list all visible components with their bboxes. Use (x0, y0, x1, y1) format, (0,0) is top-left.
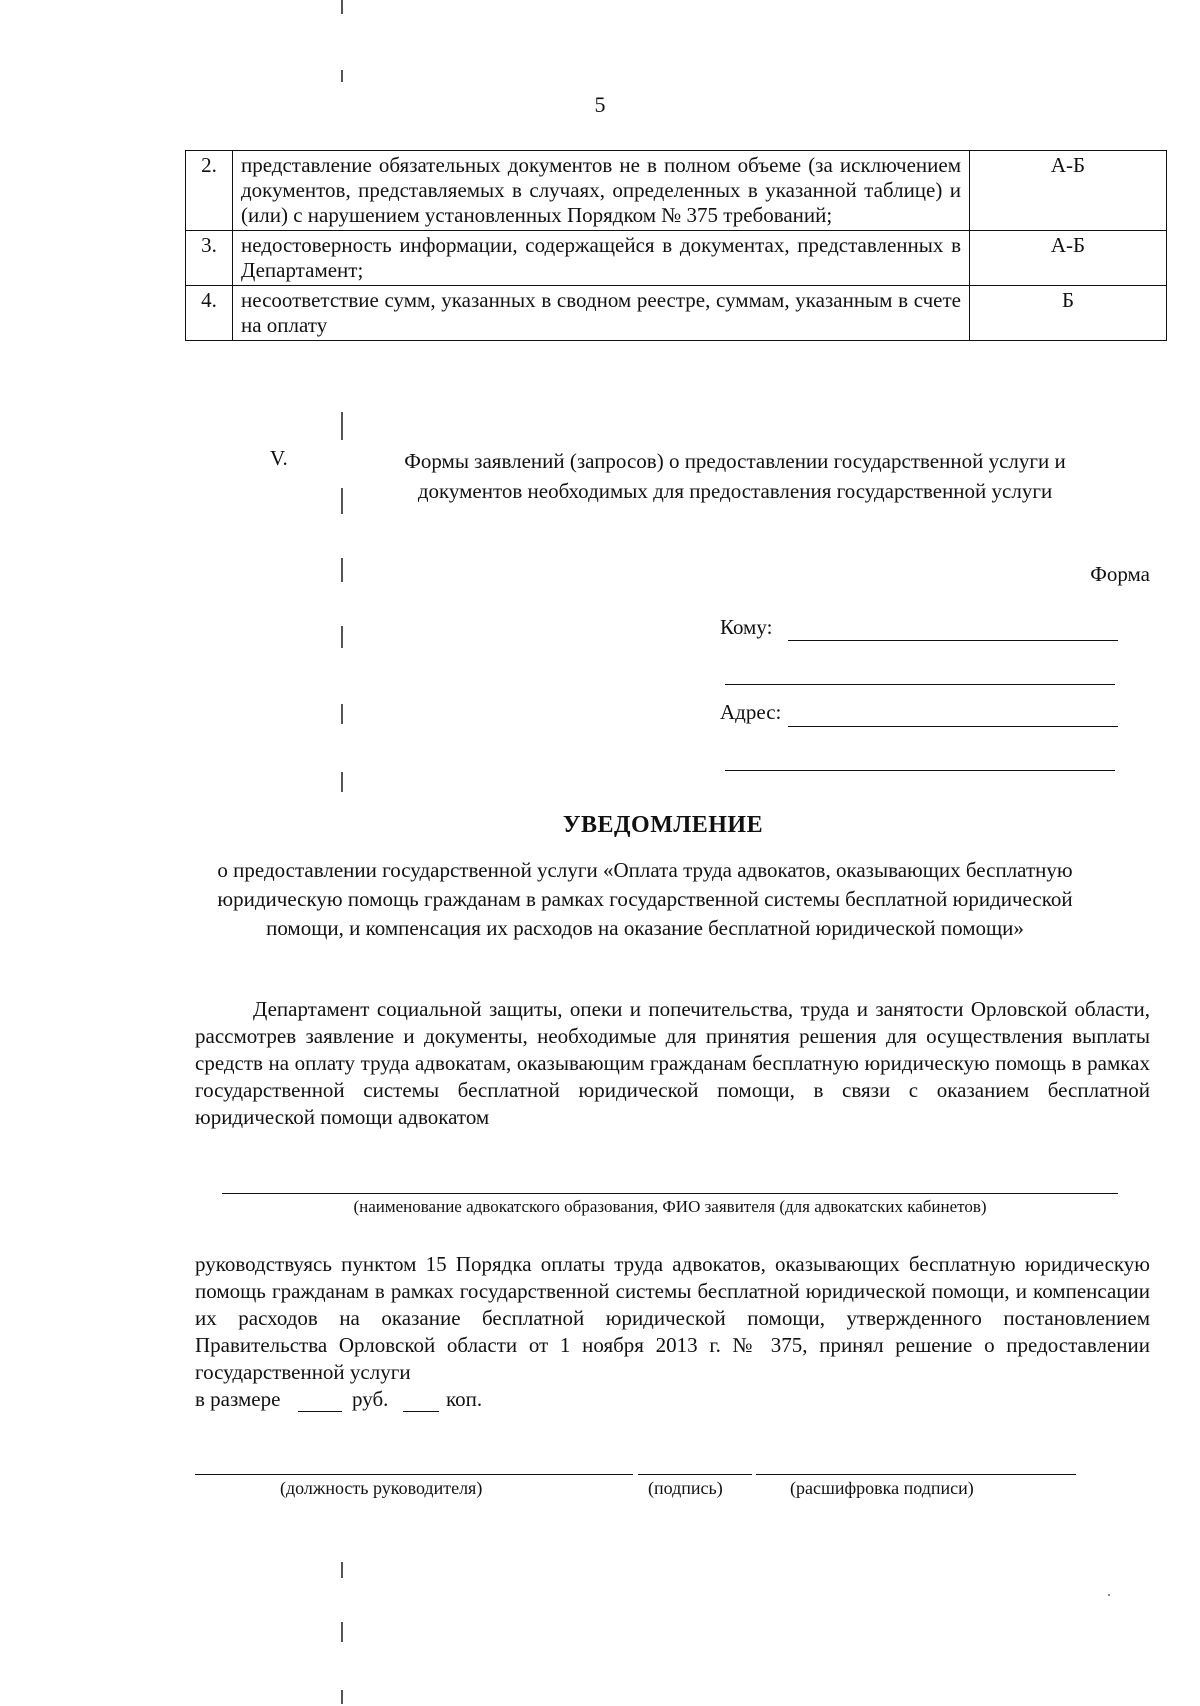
transcript-line[interactable] (756, 1474, 1076, 1475)
org-name-line[interactable] (222, 1193, 1118, 1194)
scan-speck (1108, 1594, 1110, 1596)
table-row (186, 151, 1167, 231)
amount-prefix: в размере (195, 1387, 281, 1411)
signature-line[interactable] (638, 1474, 752, 1475)
table-row (186, 231, 1167, 286)
amount-rub-field[interactable] (298, 1411, 342, 1412)
to-field-line-2[interactable] (725, 684, 1115, 685)
org-name-caption: (наименование адвокатского образования, ФИО заявителя (для адвокатских кабинетов) (353, 1197, 987, 1216)
amount-rub-label: руб. (352, 1387, 389, 1411)
refusal-reasons-table (185, 150, 1167, 341)
notice-subtitle: о предоставлении государственной услуги «Оплата труда адвокатов, оказывающих бесплатную юридическую помощь гражданам в рамках государственной системы бесплатной юридической помощи, и компенсация их расходов на оказание бесплатной юридической помощи» (217, 858, 1073, 940)
row-code: Б (970, 286, 1167, 341)
row-description: недостоверность информации, содержащейся в документах, представленных в Департамент; (233, 231, 970, 286)
amount-kop-label: коп. (446, 1387, 483, 1411)
notice-paragraph: руководствуясь пунктом 15 Порядка оплаты труда адвокатов, оказывающих бесплатную юридическую помощь гражданам в рамках государственной системы бесплатной юридической помощи, и компенсации их расходов на оказание бесплатной юридической помощи, утвержденного постановлением Правительства Орловской области от 1 ноября 2013 г. № 375, принял решение о предоставлении государственной услуги (195, 1252, 1150, 1384)
form-label: Форма (1090, 562, 1150, 586)
position-line[interactable] (195, 1474, 633, 1475)
to-field-line[interactable] (788, 640, 1118, 641)
section-title-line: документов необходимых для предоставления государственной услуги (417, 479, 1053, 503)
position-caption: (должность руководителя) (280, 1478, 483, 1498)
row-code: А-Б (970, 231, 1167, 286)
amount-kop-field[interactable] (403, 1411, 439, 1412)
row-description: представление обязательных документов не в полном объеме (за исключением документов, представляемых в случаях, определенных в указанной таблице) и (или) с нарушением установленных Порядком № 375 требований; (233, 151, 970, 231)
address-field-line[interactable] (788, 726, 1118, 727)
row-number: 2. (186, 151, 233, 231)
row-description: несоответствие сумм, указанных в сводном реестре, суммам, указанным в счете на оплату (233, 286, 970, 341)
section-title (340, 446, 1130, 506)
transcript-caption: (расшифровка подписи) (790, 1478, 974, 1498)
address-label: Адрес: (720, 700, 782, 724)
row-number: 4. (186, 286, 233, 341)
notice-paragraph: Департамент социальной защиты, опеки и попечительства, труда и занятости Орловской области, рассмотрев заявление и документы, необходимые для принятия решения для осуществления выплаты средств на оплату труда адвокатам, оказывающим гражданам бесплатную юридическую помощь в рамках государственной системы бесплатной юридической помощи, в связи с оказанием бесплатной юридической помощи адвокатом (195, 997, 1150, 1129)
row-code: А-Б (970, 151, 1167, 231)
to-label: Кому: (720, 615, 773, 639)
signature-caption: (подпись) (648, 1478, 723, 1498)
notice-title: УВЕДОМЛЕНИЕ (562, 812, 764, 838)
section-title-line: Формы заявлений (запросов) о предоставлении государственной услуги и (404, 449, 1066, 473)
page-number: 5 (594, 92, 606, 117)
row-number: 3. (186, 231, 233, 286)
table-row (186, 286, 1167, 341)
section-number: V. (270, 446, 288, 470)
address-field-line-2[interactable] (725, 770, 1115, 771)
